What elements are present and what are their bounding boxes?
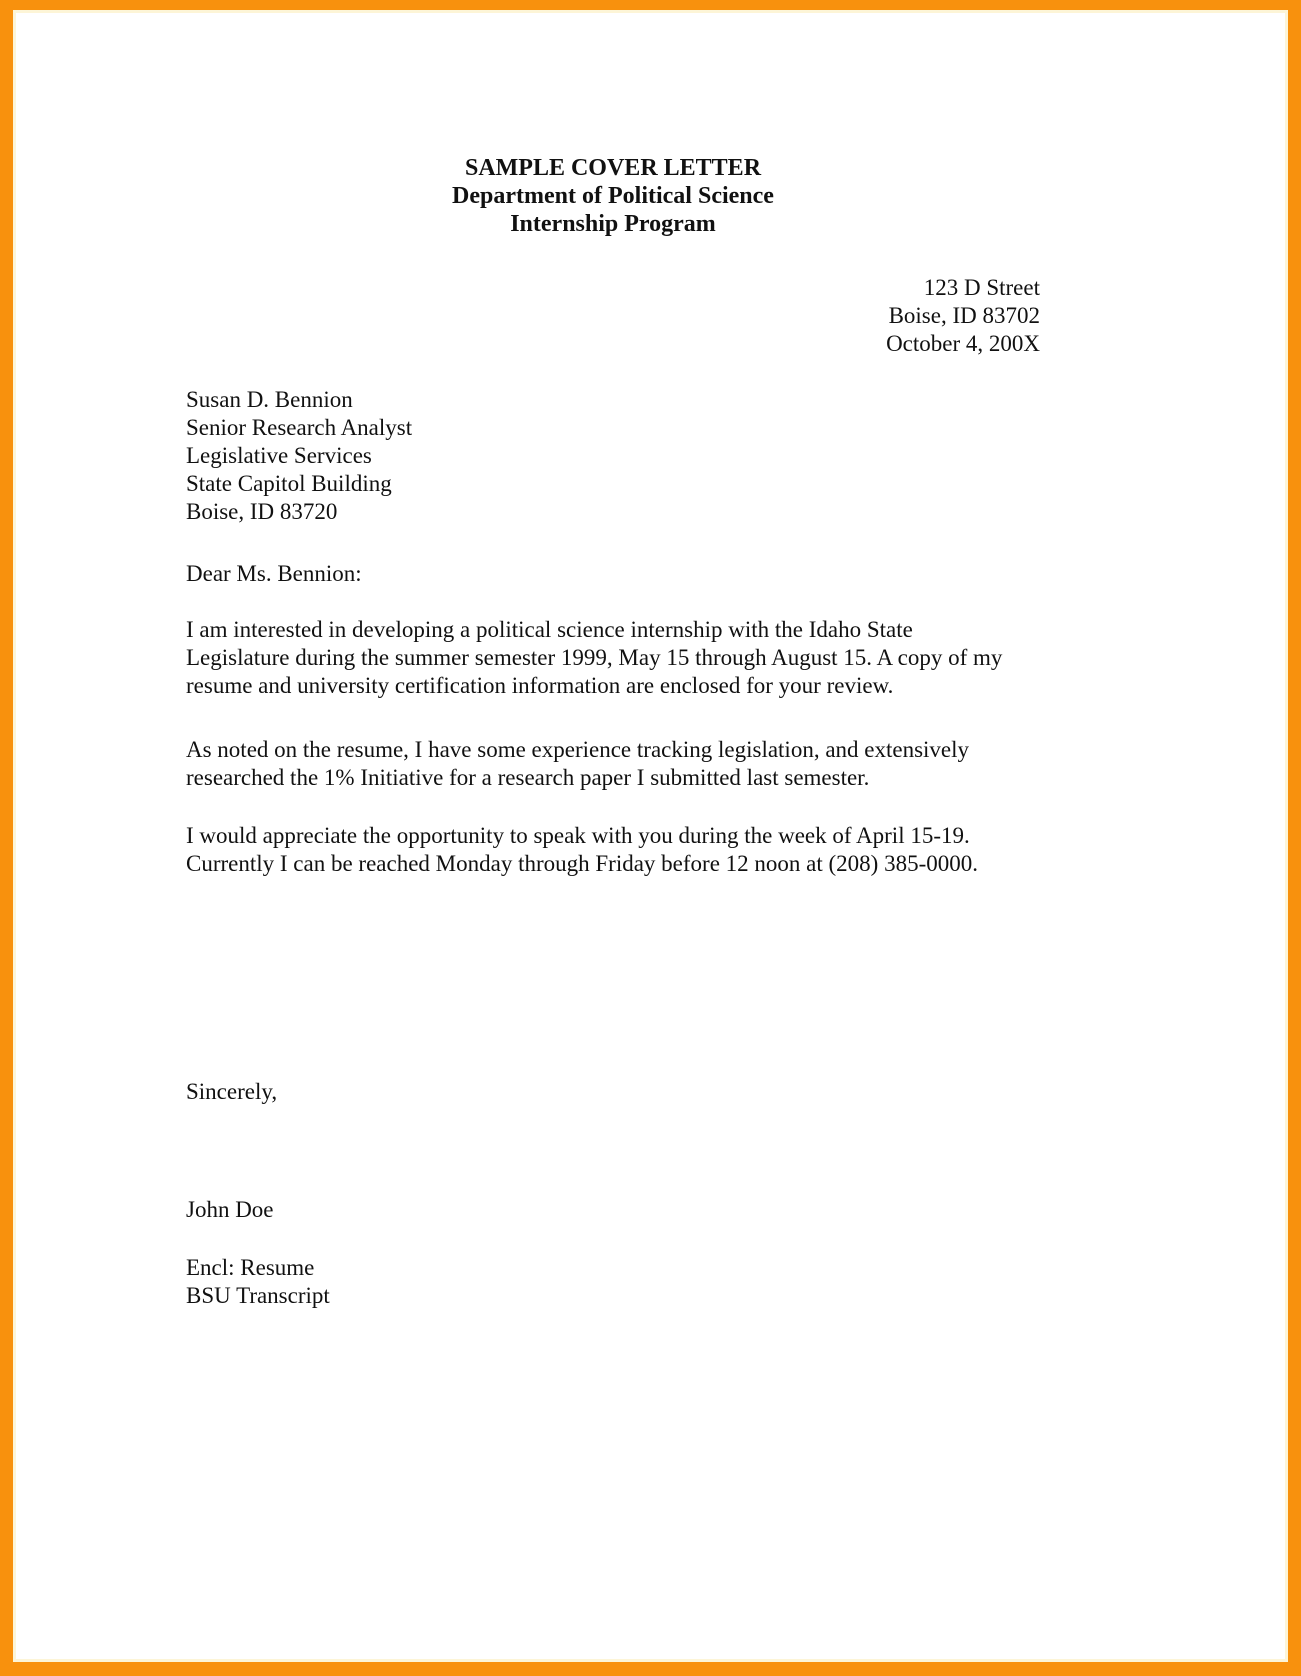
- recipient-name: Susan D. Bennion: [186, 387, 353, 412]
- letter-content: [13, 154, 1288, 1310]
- recipient-address-block: [186, 386, 1040, 526]
- paragraph-line: I am interested in developing a political science internship with the Idaho State: [186, 617, 913, 642]
- heading-department: Department of Political Science: [452, 183, 774, 209]
- sender-street: 123 D Street: [923, 275, 1040, 300]
- paragraph-line: researched the 1% Initiative for a research paper I submitted last semester.: [186, 765, 870, 790]
- sender-city-state-zip: Boise, ID 83702: [888, 303, 1040, 328]
- closing: Sincerely,: [186, 1079, 278, 1104]
- body-paragraph-1: [186, 616, 1040, 700]
- enclosure-block: [186, 1254, 1040, 1310]
- body-paragraph-3: [186, 822, 1040, 878]
- letter-date: October 4, 200X: [886, 331, 1040, 356]
- letter-heading: [186, 154, 1040, 238]
- salutation: Dear Ms. Bennion:: [186, 561, 362, 586]
- signature-name: John Doe: [186, 1197, 274, 1222]
- recipient-title: Senior Research Analyst: [186, 415, 413, 440]
- enclosure-resume: Encl: Resume: [186, 1255, 315, 1280]
- heading-program: Internship Program: [510, 211, 716, 237]
- paragraph-line: Currently I can be reached Monday through Friday before 12 noon at (208) 385-0000.: [186, 851, 978, 876]
- body-paragraph-2: [186, 736, 1040, 792]
- paragraph-line: I would appreciate the opportunity to speak with you during the week of April 15-19.: [186, 823, 970, 848]
- sender-address-date-block: [186, 274, 1040, 358]
- recipient-organization: Legislative Services: [186, 443, 372, 468]
- recipient-city-state-zip: Boise, ID 83720: [186, 499, 338, 524]
- paragraph-line: Legislature during the summer semester 1999, May 15 through August 15. A copy of my: [186, 645, 1003, 670]
- enclosure-transcript: BSU Transcript: [186, 1283, 330, 1308]
- recipient-building: State Capitol Building: [186, 471, 392, 496]
- heading-title: SAMPLE COVER LETTER: [464, 155, 762, 181]
- paragraph-line: resume and university certification information are enclosed for your review.: [186, 673, 894, 698]
- paragraph-line: As noted on the resume, I have some experience tracking legislation, and extensively: [186, 737, 970, 762]
